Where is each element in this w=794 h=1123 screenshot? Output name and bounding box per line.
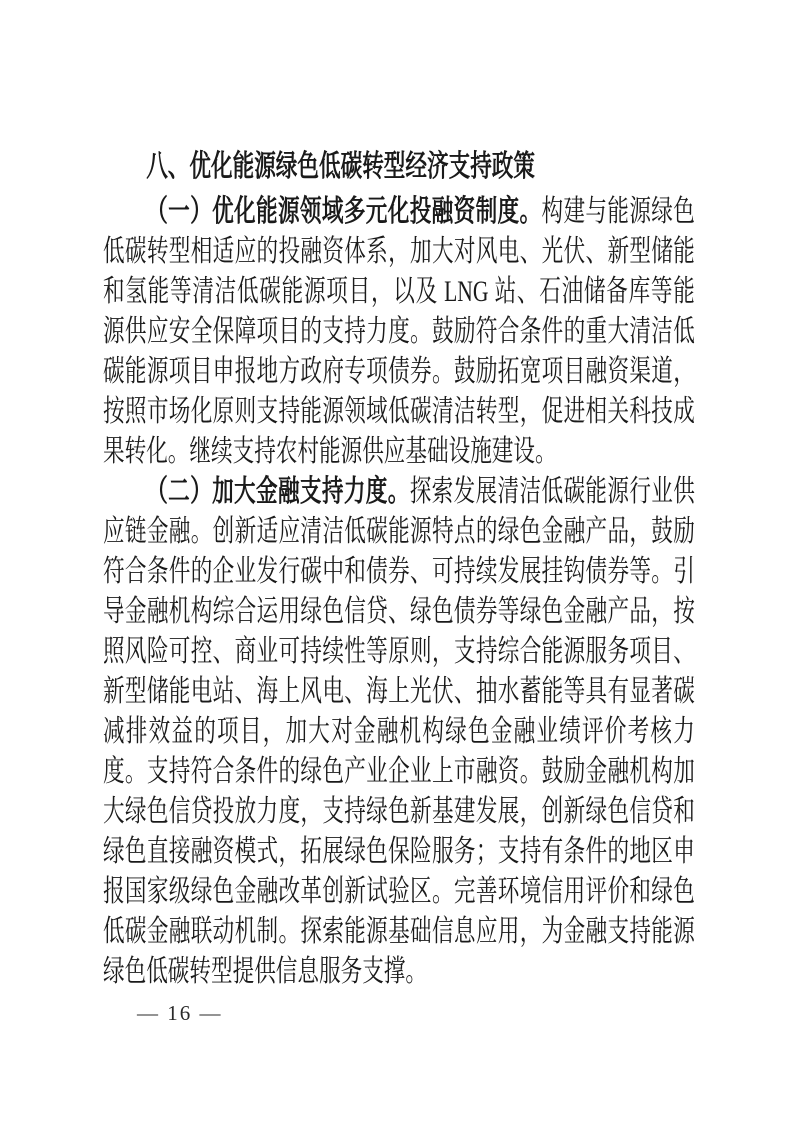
paragraph-1 bbox=[103, 192, 695, 472]
paragraph-1-body: 构建与能源绿色低碳转型相适应的投融资体系，加大对风电、光伏、新型储能和氢能等清洁低碳能源项目，以及 LNG 站、石油储备库等能源供应安全保障项目的支持力度。鼓励符合条件的重大清洁低碳能源项目申报地方政府专项债券。鼓励拓宽项目融资渠道，按照市场化原则支持能源领域低碳清洁转型，促进相关科技成果转化。继续支持农村能源供应基础设施建设。 bbox=[103, 195, 695, 468]
text-block bbox=[103, 146, 695, 992]
document-content bbox=[103, 146, 695, 992]
page-number: — 16 — bbox=[137, 1001, 223, 1025]
section-heading: 八、优化能源绿色低碳转型经济支持政策 bbox=[146, 150, 535, 183]
paragraph-2-body: 探索发展清洁低碳能源行业供应链金融。创新适应清洁低碳能源特点的绿色金融产品，鼓励符合条件的企业发行碳中和债券、可持续发展挂钩债券等。引导金融机构综合运用绿色信贷、绿色债券等绿色金融产品，按照风险可控、商业可持续性等原则，支持综合能源服务项目、新型储能电站、海上风电、海上光伏、抽水蓄能等具有显著碳减排效益的项目，加大对金融机构绿色金融业绩评价考核力度。支持符合条件的绿色产业企业上市融资。鼓励金融机构加大绿色信贷投放力度，支持绿色新基建发展，创新绿色信贷和绿色直接融资模式，拓展绿色保险服务；支持有条件的地区申报国家级绿色金融改革创新试验区。完善环境信用评价和绿色低碳金融联动机制。探索能源基础信息应用，为金融支持能源绿色低碳转型提供信息服务支撑。 bbox=[103, 475, 695, 988]
paragraph-2-lead: （二）加大金融支持力度。 bbox=[146, 475, 410, 508]
paragraph-2 bbox=[103, 472, 695, 992]
paragraph-1-lead: （一）优化能源领域多元化投融资制度。 bbox=[146, 195, 542, 228]
